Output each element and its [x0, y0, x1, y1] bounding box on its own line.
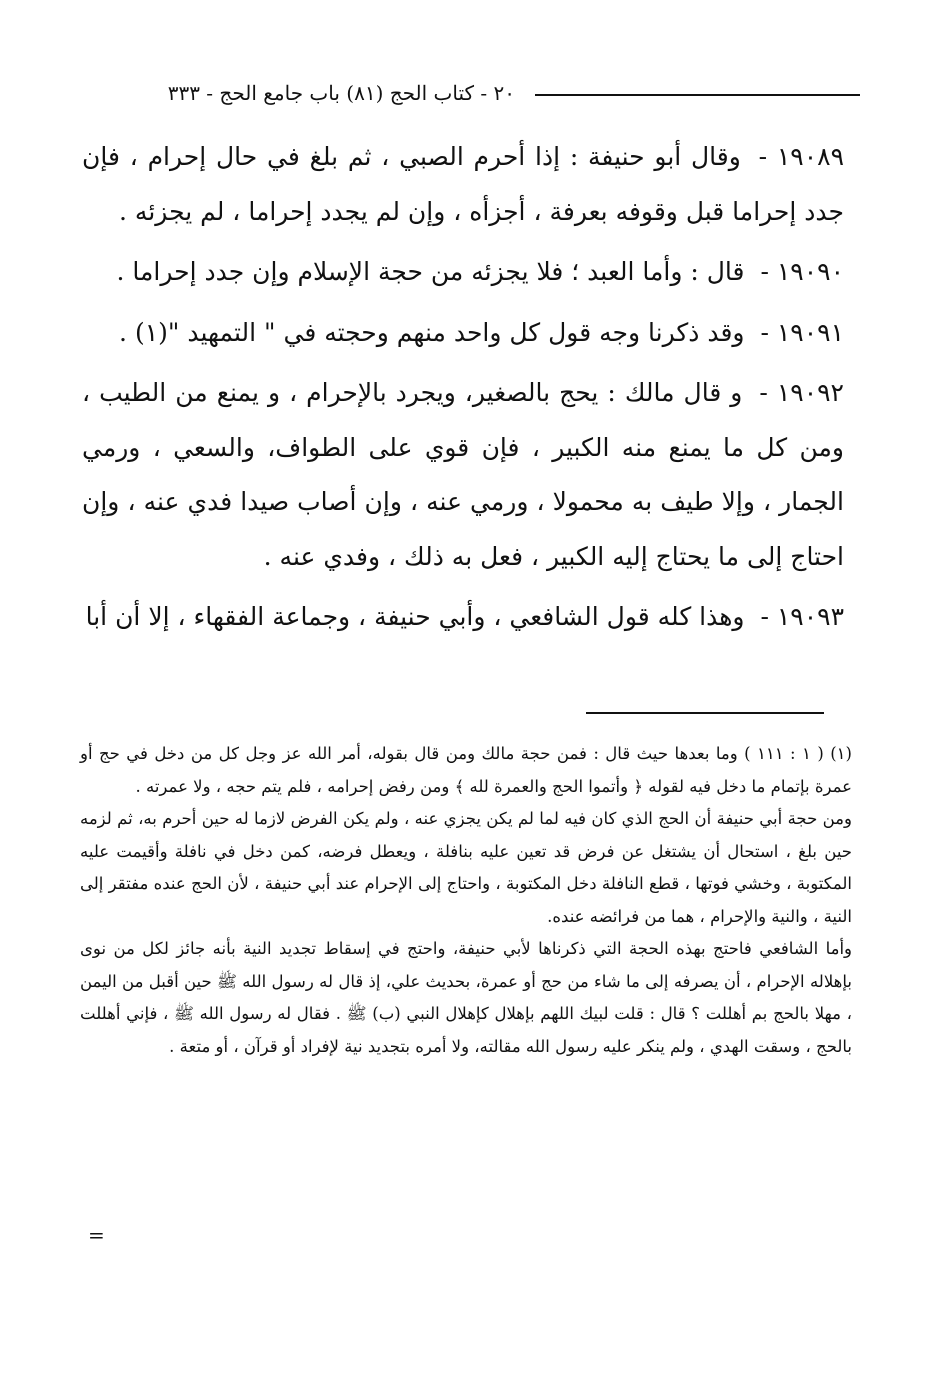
footnote-1: (١) ( ١ : ١١١ ) وما بعدها حيث قال : فمن حجة مالك ومن قال بقوله، أمر الله عز وجل كل من دخل في حج أو عمرة بإتمام ما دخل فيه لقوله ﴿ وأتموا الحج والعمرة لله ﴾ ومن رفض إحرامه ، فلم يتم حجه ، ولا عمرته .: [80, 744, 852, 796]
header-rule: [535, 94, 860, 96]
paragraph-19092: [82, 366, 844, 584]
paragraph-text: و قال مالك : يحج بالصغير، ويجرد بالإحرام ، و يمنع من الطيب ، ومن كل ما يمنع منه الكبير ، فإن قوي على الطواف، والسعي ، ورمي الجمار ، وإلا طيف به محمولا ، ورمي عنه ، وإن أصاب صيدا فدي عنه ، وإن احتاج إلى ما يحتاج إليه الكبير ، فعل به ذلك ، وفدي عنه .: [82, 378, 844, 571]
paragraph-19093: [82, 590, 844, 645]
footnotes: [80, 738, 852, 1063]
footnote-1-shafii: وأما الشافعي فاحتج بهذه الحجة التي ذكرناها لأبي حنيفة، واحتج في إسقاط تجديد النية بأنه جائز لكل من نوى بإهلاله الإحرام ، أن يصرفه إلى ما شاء من حج أو عمرة، بحديث علي، إذ قال له رسول الله ﷺ حين أقبل من اليمن ، مهلا بالحج بم أهللت ؟ قال : قلت لبيك اللهم بإهلال كإهلال النبي (ب) ﷺ . فقال له رسول الله ﷺ ، فإني أهللت بالحج ، وسقت الهدي ، ولم ينكر عليه رسول الله مقالته، ولا أمره بتجديد نية لإفراد أو قرآن ، أو متعة .: [80, 939, 852, 1056]
footnote-separator: [586, 712, 824, 714]
paragraph-text: وقد ذكرنا وجه قول كل واحد منهم وحجته في " التمهيد "(١) .: [119, 317, 745, 347]
paragraph-number: ١٩٠٨٩ -: [758, 142, 844, 171]
footnote-continuation-mark: =: [88, 1223, 105, 1247]
main-text: [82, 130, 844, 651]
paragraph-19091: [82, 306, 844, 361]
paragraph-text: قال : وأما العبد ؛ فلا يجزئه من حجة الإسلام وإن جدد إحراما .: [116, 257, 745, 286]
running-header: [90, 78, 860, 108]
footnote-1-hanafi: ومن حجة أبي حنيفة أن الحج الذي كان فيه لما لم يكن يجزي عنه ، ولم يكن الفرض لازما له حين أحرم به، ثم لزمه حين بلغ ، استحال أن يشتغل عن فرض قد تعين عليه بنافلة ، ويعطل فرضه، كمن دخل في نافلة وأقيمت عليه المكتوبة ، وخشي فوتها ، قطع النافلة دخل المكتوبة ، واحتاج إلى الإحرام عند أبي حنيفة ، لأن الحج عنده مفتقر إلى النية ، والنية والإحرام ، هما من فرائضه عنده.: [80, 809, 852, 926]
paragraph-number: ١٩٠٩٢ -: [759, 378, 844, 407]
paragraph-text: وقال أبو حنيفة : إذا أحرم الصبي ، ثم بلغ في حال إحرام ، فإن جدد إحراما قبل وقوفه بعرفة ، أجزأه ، وإن لم يجدد إحراما ، لم يجزئه .: [82, 142, 844, 226]
paragraph-19090: [82, 245, 844, 300]
paragraph-text: وهذا كله قول الشافعي ، وأبي حنيفة ، وجماعة الفقهاء ، إلا أن أبا: [85, 602, 745, 631]
paragraph-19089: [82, 130, 844, 239]
paragraph-number: ١٩٠٩٠ -: [760, 257, 844, 286]
paragraph-number: ١٩٠٩٣ -: [760, 602, 844, 631]
header-title: ٢٠ - كتاب الحج (٨١) باب جامع الحج - ٣٣٣: [167, 81, 515, 105]
paragraph-number: ١٩٠٩١ -: [760, 317, 844, 347]
